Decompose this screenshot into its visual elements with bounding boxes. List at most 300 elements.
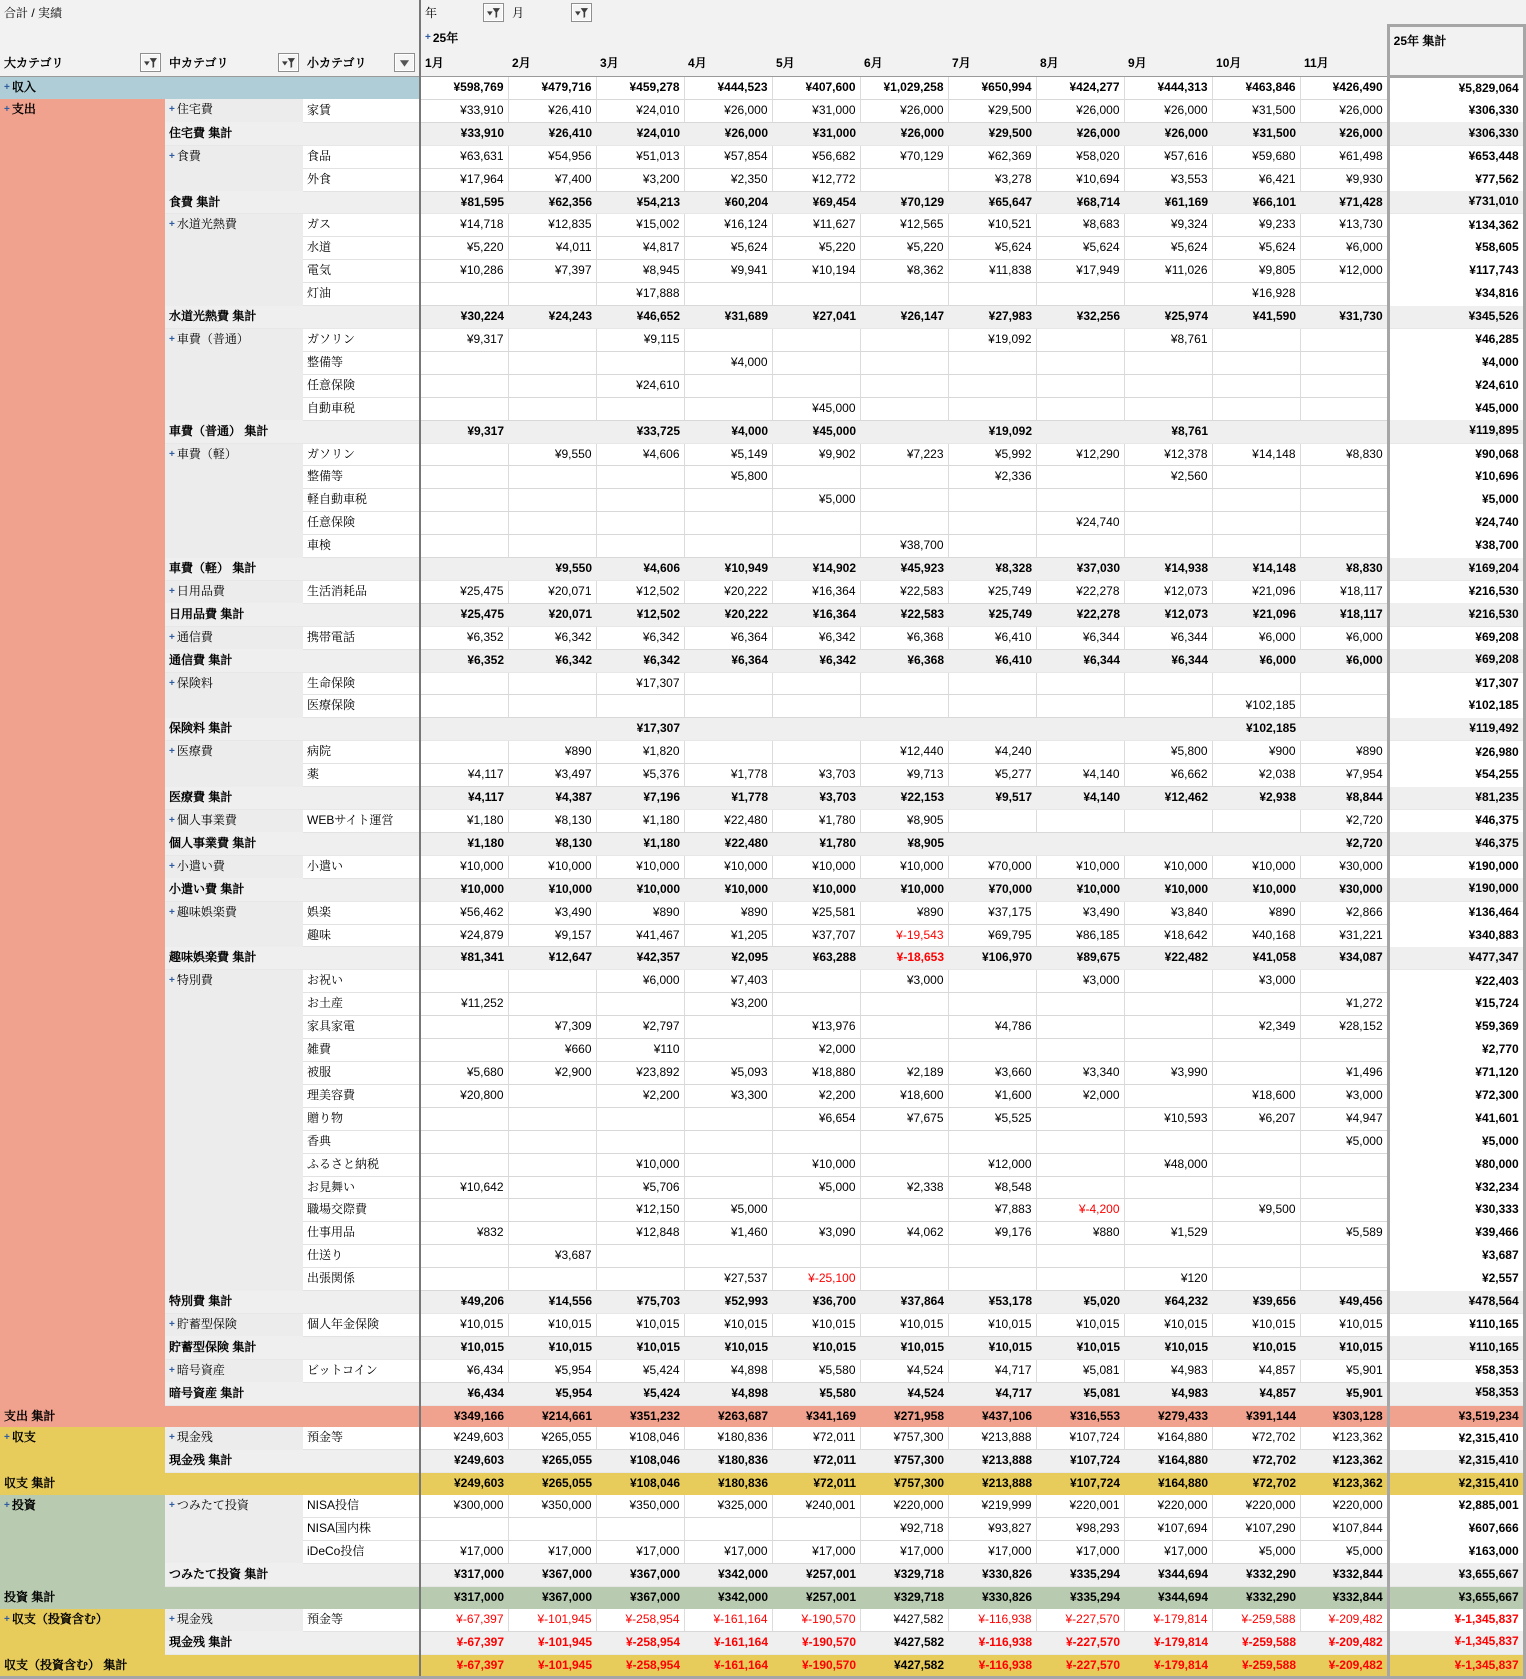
value-cell[interactable]: ¥4,983 (1124, 1382, 1212, 1405)
value-cell[interactable]: ¥-258,954 (596, 1609, 684, 1631)
expand-icon[interactable]: + (4, 1432, 10, 1444)
value-cell[interactable]: ¥-227,570 (1036, 1654, 1124, 1678)
total-cell[interactable]: ¥2,315,410 (1388, 1427, 1524, 1449)
value-cell[interactable]: ¥240,001 (772, 1495, 860, 1517)
value-cell[interactable]: ¥75,703 (596, 1291, 684, 1314)
value-cell[interactable] (1300, 351, 1388, 374)
value-cell[interactable]: ¥2,560 (1124, 466, 1212, 489)
expand-icon[interactable]: + (169, 631, 175, 643)
value-cell[interactable]: ¥10,000 (1036, 878, 1124, 901)
value-cell[interactable]: ¥4,817 (596, 237, 684, 260)
total-cell[interactable]: ¥80,000 (1388, 1153, 1524, 1176)
value-cell[interactable] (1036, 397, 1124, 420)
cat2-label[interactable]: + 水道光熱費 (165, 214, 303, 306)
value-cell[interactable] (1212, 832, 1300, 855)
value-cell[interactable]: ¥13,730 (1300, 214, 1388, 237)
value-cell[interactable]: ¥367,000 (596, 1586, 684, 1608)
value-cell[interactable] (1300, 512, 1388, 535)
value-cell[interactable] (772, 283, 860, 306)
value-cell[interactable] (596, 397, 684, 420)
subtotal-label[interactable]: 特別費 集計 (165, 1291, 420, 1314)
value-cell[interactable] (420, 1016, 508, 1039)
value-cell[interactable]: ¥6,364 (684, 626, 772, 649)
value-cell[interactable] (860, 374, 948, 397)
cat3-label[interactable]: 贈り物 (303, 1107, 420, 1130)
value-cell[interactable]: ¥29,500 (948, 99, 1036, 122)
value-cell[interactable] (1124, 1039, 1212, 1062)
value-cell[interactable] (508, 1107, 596, 1130)
value-cell[interactable]: ¥6,368 (860, 649, 948, 672)
value-cell[interactable]: ¥18,117 (1300, 580, 1388, 603)
subtotal-label[interactable]: 医療費 集計 (165, 787, 420, 810)
value-cell[interactable]: ¥10,000 (420, 855, 508, 878)
value-cell[interactable]: ¥38,700 (860, 535, 948, 558)
value-cell[interactable]: ¥62,369 (948, 145, 1036, 168)
value-cell[interactable]: ¥89,675 (1036, 947, 1124, 970)
total-cell[interactable]: ¥653,448 (1388, 145, 1524, 168)
value-cell[interactable] (772, 328, 860, 351)
value-cell[interactable]: ¥12,462 (1124, 787, 1212, 810)
value-cell[interactable]: ¥5,020 (1036, 1291, 1124, 1314)
total-cell[interactable]: ¥-1,345,837 (1388, 1631, 1524, 1654)
value-cell[interactable]: ¥26,000 (860, 122, 948, 145)
subtotal-label[interactable]: 現金残 集計 (165, 1631, 420, 1654)
value-cell[interactable]: ¥330,826 (948, 1586, 1036, 1608)
value-cell[interactable]: ¥25,475 (420, 580, 508, 603)
value-cell[interactable]: ¥23,892 (596, 1061, 684, 1084)
value-cell[interactable] (772, 466, 860, 489)
value-cell[interactable]: ¥52,993 (684, 1291, 772, 1314)
value-cell[interactable]: ¥108,046 (596, 1473, 684, 1495)
value-cell[interactable]: ¥6,342 (508, 649, 596, 672)
value-cell[interactable] (1124, 1176, 1212, 1199)
value-cell[interactable]: ¥20,071 (508, 603, 596, 626)
total-cell[interactable]: ¥-1,345,837 (1388, 1609, 1524, 1631)
value-cell[interactable]: ¥5,954 (508, 1382, 596, 1405)
value-cell[interactable]: ¥98,293 (1036, 1518, 1124, 1541)
total-cell[interactable]: ¥134,362 (1388, 214, 1524, 237)
value-cell[interactable] (1300, 695, 1388, 718)
value-cell[interactable] (948, 810, 1036, 833)
value-cell[interactable] (1212, 1245, 1300, 1268)
value-cell[interactable]: ¥479,716 (508, 76, 596, 99)
value-cell[interactable] (1036, 1130, 1124, 1153)
value-cell[interactable] (860, 1268, 948, 1291)
value-cell[interactable]: ¥11,026 (1124, 260, 1212, 283)
value-cell[interactable] (1212, 672, 1300, 695)
cat2-label[interactable]: + 車費（普通） (165, 328, 303, 420)
expand-icon[interactable]: + (169, 1500, 175, 1512)
value-cell[interactable] (1124, 512, 1212, 535)
value-cell[interactable]: ¥3,687 (508, 1245, 596, 1268)
cat3-label[interactable]: 雑費 (303, 1039, 420, 1062)
cat2-label[interactable]: + 貯蓄型保険 (165, 1313, 303, 1336)
value-cell[interactable]: ¥22,278 (1036, 580, 1124, 603)
value-cell[interactable] (420, 1245, 508, 1268)
value-cell[interactable] (596, 489, 684, 512)
total-cell[interactable]: ¥2,885,001 (1388, 1495, 1524, 1517)
cat3-label[interactable]: 職場交際費 (303, 1199, 420, 1222)
cat3-label[interactable]: 病院 (303, 741, 420, 764)
value-cell[interactable]: ¥329,718 (860, 1563, 948, 1586)
value-cell[interactable] (596, 1107, 684, 1130)
value-cell[interactable]: ¥890 (508, 741, 596, 764)
total-cell[interactable]: ¥72,300 (1388, 1084, 1524, 1107)
value-cell[interactable]: ¥57,616 (1124, 145, 1212, 168)
value-cell[interactable] (1124, 832, 1212, 855)
value-cell[interactable]: ¥335,294 (1036, 1563, 1124, 1586)
value-cell[interactable]: ¥45,000 (772, 420, 860, 443)
cat3-label[interactable]: お土産 (303, 993, 420, 1016)
value-cell[interactable] (860, 489, 948, 512)
value-cell[interactable]: ¥10,000 (1124, 855, 1212, 878)
subtotal-label[interactable]: 通信費 集計 (165, 649, 420, 672)
value-cell[interactable]: ¥3,840 (1124, 901, 1212, 924)
value-cell[interactable]: ¥2,189 (860, 1061, 948, 1084)
value-cell[interactable]: ¥330,826 (948, 1563, 1036, 1586)
value-cell[interactable]: ¥6,000 (1300, 626, 1388, 649)
value-cell[interactable]: ¥12,290 (1036, 443, 1124, 466)
value-cell[interactable] (684, 1016, 772, 1039)
cat3-label[interactable]: 小遣い (303, 855, 420, 878)
value-cell[interactable]: ¥4,717 (948, 1359, 1036, 1382)
value-cell[interactable]: ¥6,342 (596, 626, 684, 649)
value-cell[interactable]: ¥18,642 (1124, 924, 1212, 947)
value-cell[interactable]: ¥12,502 (596, 603, 684, 626)
value-cell[interactable]: ¥180,836 (684, 1450, 772, 1473)
value-cell[interactable] (420, 351, 508, 374)
value-cell[interactable] (508, 535, 596, 558)
total-cell[interactable]: ¥46,375 (1388, 810, 1524, 833)
value-cell[interactable]: ¥4,983 (1124, 1359, 1212, 1382)
value-cell[interactable]: ¥30,224 (420, 306, 508, 329)
value-cell[interactable]: ¥8,844 (1300, 787, 1388, 810)
cat3-label[interactable]: 生命保険 (303, 672, 420, 695)
value-cell[interactable]: ¥10,015 (684, 1313, 772, 1336)
value-cell[interactable] (508, 1222, 596, 1245)
value-cell[interactable]: ¥49,206 (420, 1291, 508, 1314)
value-cell[interactable] (508, 970, 596, 993)
value-cell[interactable]: ¥6,434 (420, 1382, 508, 1405)
value-cell[interactable] (684, 741, 772, 764)
expand-icon[interactable]: + (425, 31, 431, 43)
value-cell[interactable]: ¥42,357 (596, 947, 684, 970)
year-group-cell[interactable] (420, 26, 1388, 50)
value-cell[interactable]: ¥-67,397 (420, 1609, 508, 1631)
value-cell[interactable]: ¥325,000 (684, 1495, 772, 1517)
value-cell[interactable] (1036, 374, 1124, 397)
value-cell[interactable]: ¥37,175 (948, 901, 1036, 924)
value-cell[interactable] (1300, 1153, 1388, 1176)
value-cell[interactable] (508, 1084, 596, 1107)
cat3-label[interactable]: 預金等 (303, 1427, 420, 1449)
value-cell[interactable] (1124, 718, 1212, 741)
value-cell[interactable]: ¥-4,200 (1036, 1199, 1124, 1222)
cat3-label[interactable]: 仕送り (303, 1245, 420, 1268)
value-cell[interactable]: ¥26,000 (684, 122, 772, 145)
value-cell[interactable]: ¥9,157 (508, 924, 596, 947)
value-cell[interactable]: ¥28,152 (1300, 1016, 1388, 1039)
value-cell[interactable]: ¥2,336 (948, 466, 1036, 489)
value-cell[interactable]: ¥890 (1212, 901, 1300, 924)
value-cell[interactable]: ¥41,058 (1212, 947, 1300, 970)
value-cell[interactable]: ¥6,344 (1036, 649, 1124, 672)
value-cell[interactable] (948, 1039, 1036, 1062)
value-cell[interactable]: ¥164,880 (1124, 1473, 1212, 1495)
value-cell[interactable]: ¥342,000 (684, 1586, 772, 1608)
value-cell[interactable]: ¥72,011 (772, 1450, 860, 1473)
value-cell[interactable] (1212, 1061, 1300, 1084)
cat3-label[interactable]: 個人年金保険 (303, 1313, 420, 1336)
cat3-label[interactable]: ガス (303, 214, 420, 237)
value-cell[interactable]: ¥3,490 (1036, 901, 1124, 924)
expand-icon[interactable]: + (169, 1318, 175, 1330)
value-cell[interactable]: ¥8,945 (596, 260, 684, 283)
value-cell[interactable]: ¥70,129 (860, 145, 948, 168)
value-cell[interactable]: ¥26,147 (860, 306, 948, 329)
cat3-label[interactable]: 娯楽 (303, 901, 420, 924)
value-cell[interactable]: ¥9,941 (684, 260, 772, 283)
value-cell[interactable] (684, 1039, 772, 1062)
value-cell[interactable]: ¥2,720 (1300, 832, 1388, 855)
value-cell[interactable]: ¥220,000 (1300, 1495, 1388, 1517)
value-cell[interactable]: ¥16,124 (684, 214, 772, 237)
value-cell[interactable] (508, 672, 596, 695)
cat1-label[interactable]: + 収入 (0, 76, 420, 99)
value-cell[interactable]: ¥1,780 (772, 832, 860, 855)
value-cell[interactable] (860, 512, 948, 535)
value-cell[interactable]: ¥93,827 (948, 1518, 1036, 1541)
value-cell[interactable] (772, 672, 860, 695)
value-cell[interactable]: ¥279,433 (1124, 1405, 1212, 1427)
cat3-label[interactable]: 理美容費 (303, 1084, 420, 1107)
cat3-label[interactable]: 整備等 (303, 466, 420, 489)
value-cell[interactable] (1124, 970, 1212, 993)
value-cell[interactable]: ¥213,888 (948, 1473, 1036, 1495)
value-cell[interactable]: ¥12,000 (948, 1153, 1036, 1176)
value-cell[interactable]: ¥17,888 (596, 283, 684, 306)
value-cell[interactable]: ¥265,055 (508, 1450, 596, 1473)
value-cell[interactable] (948, 970, 1036, 993)
value-cell[interactable] (508, 283, 596, 306)
value-cell[interactable]: ¥-209,482 (1300, 1609, 1388, 1631)
value-cell[interactable]: ¥5,220 (420, 237, 508, 260)
value-cell[interactable]: ¥4,857 (1212, 1359, 1300, 1382)
cat3-label[interactable]: WEBサイト運営 (303, 810, 420, 833)
value-cell[interactable]: ¥4,000 (684, 351, 772, 374)
value-cell[interactable] (1212, 328, 1300, 351)
value-cell[interactable] (596, 1130, 684, 1153)
value-cell[interactable] (1036, 283, 1124, 306)
value-cell[interactable]: ¥20,222 (684, 603, 772, 626)
value-cell[interactable]: ¥220,000 (860, 1495, 948, 1517)
value-cell[interactable]: ¥10,015 (684, 1336, 772, 1359)
value-cell[interactable]: ¥18,600 (1212, 1084, 1300, 1107)
value-cell[interactable]: ¥7,223 (860, 443, 948, 466)
value-cell[interactable] (1300, 466, 1388, 489)
value-cell[interactable]: ¥3,278 (948, 168, 1036, 191)
value-cell[interactable] (1036, 1268, 1124, 1291)
value-cell[interactable] (684, 512, 772, 535)
total-cell[interactable]: ¥71,120 (1388, 1061, 1524, 1084)
value-cell[interactable] (684, 672, 772, 695)
cat3-label[interactable]: 外食 (303, 168, 420, 191)
value-cell[interactable]: ¥5,624 (1212, 237, 1300, 260)
value-cell[interactable] (772, 718, 860, 741)
value-cell[interactable]: ¥5,680 (420, 1061, 508, 1084)
value-cell[interactable]: ¥5,220 (860, 237, 948, 260)
total-cell[interactable]: ¥117,743 (1388, 260, 1524, 283)
total-cell[interactable]: ¥136,464 (1388, 901, 1524, 924)
value-cell[interactable]: ¥17,000 (596, 1541, 684, 1564)
value-cell[interactable]: ¥19,092 (948, 328, 1036, 351)
value-cell[interactable] (596, 512, 684, 535)
value-cell[interactable]: ¥123,362 (1300, 1450, 1388, 1473)
value-cell[interactable]: ¥10,000 (1124, 878, 1212, 901)
value-cell[interactable]: ¥25,475 (420, 603, 508, 626)
value-cell[interactable]: ¥17,000 (860, 1541, 948, 1564)
value-cell[interactable] (684, 1176, 772, 1199)
value-cell[interactable]: ¥11,627 (772, 214, 860, 237)
value-cell[interactable] (420, 489, 508, 512)
value-cell[interactable]: ¥6,344 (1124, 626, 1212, 649)
value-cell[interactable]: ¥341,169 (772, 1405, 860, 1427)
value-cell[interactable]: ¥-190,570 (772, 1654, 860, 1678)
total-cell[interactable]: ¥24,740 (1388, 512, 1524, 535)
expand-icon[interactable]: + (169, 975, 175, 987)
total-cell[interactable]: ¥340,883 (1388, 924, 1524, 947)
value-cell[interactable]: ¥9,500 (1212, 1199, 1300, 1222)
value-cell[interactable]: ¥367,000 (508, 1586, 596, 1608)
value-cell[interactable] (508, 718, 596, 741)
value-cell[interactable]: ¥10,015 (772, 1336, 860, 1359)
value-cell[interactable]: ¥10,015 (772, 1313, 860, 1336)
subtotal-label[interactable]: 食費 集計 (165, 191, 420, 214)
value-cell[interactable]: ¥107,724 (1036, 1427, 1124, 1449)
value-cell[interactable]: ¥6,662 (1124, 764, 1212, 787)
cat2-label[interactable]: + 暗号資産 (165, 1359, 303, 1382)
value-cell[interactable]: ¥45,000 (772, 397, 860, 420)
value-cell[interactable]: ¥70,000 (948, 855, 1036, 878)
value-cell[interactable] (1124, 1084, 1212, 1107)
value-cell[interactable]: ¥72,011 (772, 1473, 860, 1495)
value-cell[interactable]: ¥8,130 (508, 832, 596, 855)
value-cell[interactable]: ¥9,550 (508, 558, 596, 581)
value-cell[interactable]: ¥-67,397 (420, 1654, 508, 1678)
value-cell[interactable]: ¥69,454 (772, 191, 860, 214)
value-cell[interactable]: ¥3,660 (948, 1061, 1036, 1084)
value-cell[interactable]: ¥10,521 (948, 214, 1036, 237)
value-cell[interactable]: ¥332,844 (1300, 1586, 1388, 1608)
cat3-label[interactable]: 香典 (303, 1130, 420, 1153)
value-cell[interactable]: ¥6,000 (1212, 649, 1300, 672)
subtotal-label[interactable]: 小遣い費 集計 (165, 878, 420, 901)
value-cell[interactable] (860, 1153, 948, 1176)
value-cell[interactable]: ¥5,800 (684, 466, 772, 489)
value-cell[interactable]: ¥180,836 (684, 1473, 772, 1495)
value-cell[interactable] (420, 718, 508, 741)
value-cell[interactable]: ¥10,194 (772, 260, 860, 283)
total-cell[interactable]: ¥306,330 (1388, 99, 1524, 122)
value-cell[interactable] (508, 466, 596, 489)
value-cell[interactable]: ¥9,115 (596, 328, 684, 351)
value-cell[interactable]: ¥317,000 (420, 1586, 508, 1608)
value-cell[interactable]: ¥1,180 (596, 810, 684, 833)
value-cell[interactable]: ¥5,580 (772, 1359, 860, 1382)
value-cell[interactable]: ¥70,129 (860, 191, 948, 214)
value-cell[interactable]: ¥890 (596, 901, 684, 924)
value-cell[interactable] (420, 741, 508, 764)
value-cell[interactable]: ¥-116,938 (948, 1631, 1036, 1654)
value-cell[interactable]: ¥9,930 (1300, 168, 1388, 191)
value-cell[interactable]: ¥4,011 (508, 237, 596, 260)
value-cell[interactable]: ¥6,342 (772, 626, 860, 649)
value-cell[interactable] (860, 1245, 948, 1268)
total-cell[interactable]: ¥69,208 (1388, 649, 1524, 672)
value-cell[interactable]: ¥6,421 (1212, 168, 1300, 191)
value-cell[interactable]: ¥12,440 (860, 741, 948, 764)
total-cell[interactable]: ¥190,000 (1388, 878, 1524, 901)
value-cell[interactable]: ¥9,317 (420, 328, 508, 351)
value-cell[interactable]: ¥12,000 (1300, 260, 1388, 283)
value-cell[interactable]: ¥7,196 (596, 787, 684, 810)
expand-icon[interactable]: + (169, 104, 175, 116)
value-cell[interactable]: ¥12,647 (508, 947, 596, 970)
value-cell[interactable] (508, 328, 596, 351)
value-cell[interactable]: ¥106,970 (948, 947, 1036, 970)
value-cell[interactable]: ¥164,880 (1124, 1450, 1212, 1473)
value-cell[interactable]: ¥8,761 (1124, 420, 1212, 443)
value-cell[interactable]: ¥263,687 (684, 1405, 772, 1427)
value-cell[interactable]: ¥18,117 (1300, 603, 1388, 626)
value-cell[interactable]: ¥351,232 (596, 1405, 684, 1427)
value-cell[interactable]: ¥16,364 (772, 603, 860, 626)
value-cell[interactable] (948, 512, 1036, 535)
value-cell[interactable]: ¥5,093 (684, 1061, 772, 1084)
value-cell[interactable] (420, 1268, 508, 1291)
value-cell[interactable]: ¥10,015 (948, 1313, 1036, 1336)
cat2-label[interactable]: + 車費（軽） (165, 443, 303, 558)
value-cell[interactable] (1212, 1153, 1300, 1176)
value-cell[interactable] (1300, 283, 1388, 306)
value-cell[interactable]: ¥8,905 (860, 832, 948, 855)
value-cell[interactable]: ¥7,403 (684, 970, 772, 993)
value-cell[interactable]: ¥107,694 (1124, 1518, 1212, 1541)
value-cell[interactable] (420, 1039, 508, 1062)
value-cell[interactable] (948, 535, 1036, 558)
value-cell[interactable]: ¥22,583 (860, 603, 948, 626)
value-cell[interactable]: ¥5,424 (596, 1382, 684, 1405)
total-cell[interactable]: ¥216,530 (1388, 580, 1524, 603)
value-cell[interactable]: ¥5,901 (1300, 1382, 1388, 1405)
value-cell[interactable]: ¥16,928 (1212, 283, 1300, 306)
value-cell[interactable]: ¥27,041 (772, 306, 860, 329)
value-cell[interactable] (508, 489, 596, 512)
value-cell[interactable] (860, 1130, 948, 1153)
cat2-filter-button[interactable] (278, 53, 299, 72)
total-cell[interactable]: ¥10,696 (1388, 466, 1524, 489)
value-cell[interactable]: ¥9,324 (1124, 214, 1212, 237)
value-cell[interactable]: ¥26,410 (508, 99, 596, 122)
value-cell[interactable]: ¥344,694 (1124, 1586, 1212, 1608)
value-cell[interactable]: ¥10,015 (420, 1313, 508, 1336)
value-cell[interactable] (772, 1130, 860, 1153)
total-cell[interactable]: ¥46,285 (1388, 328, 1524, 351)
value-cell[interactable] (1036, 328, 1124, 351)
value-cell[interactable] (1300, 672, 1388, 695)
value-cell[interactable]: ¥20,222 (684, 580, 772, 603)
value-cell[interactable]: ¥6,342 (772, 649, 860, 672)
